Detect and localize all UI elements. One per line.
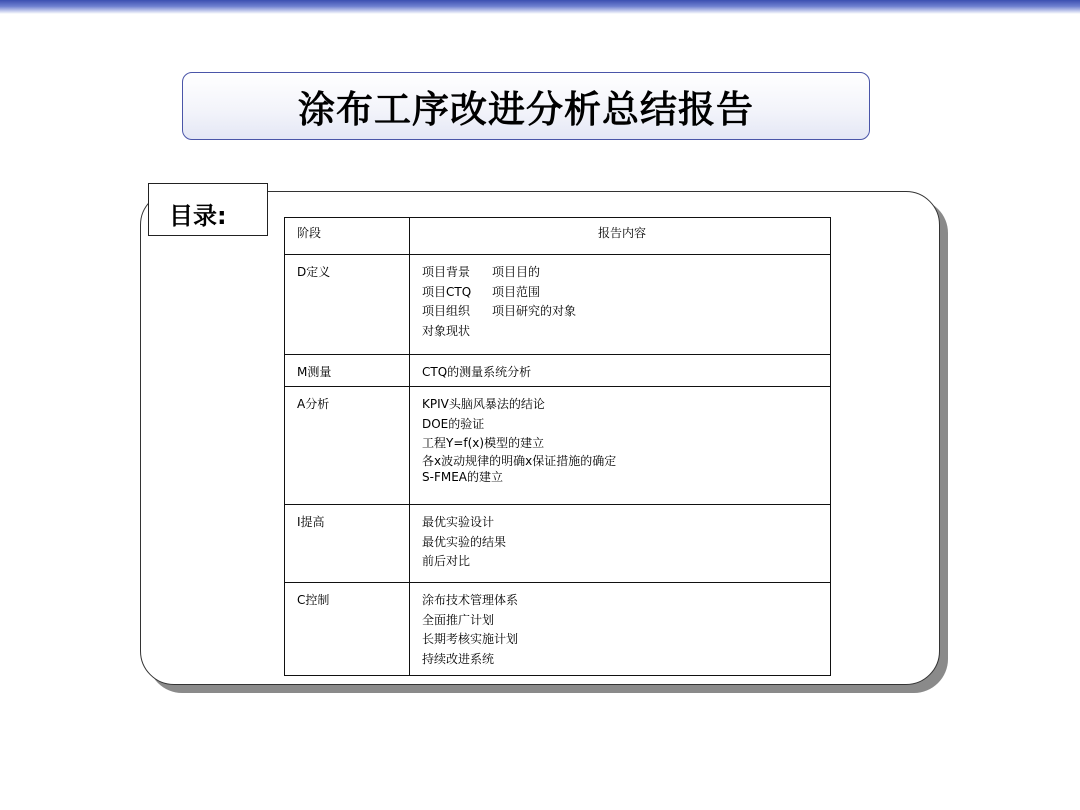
table-row <box>285 355 831 387</box>
content-item: 项目范围 <box>492 284 541 299</box>
content-line: 最优实验的结果 <box>422 534 507 549</box>
content-line: KPIV头脑风暴法的结论 <box>422 397 545 411</box>
content-item: 项目背景 <box>422 265 471 279</box>
content-line: 最优实验设计 <box>422 515 495 529</box>
table-row <box>285 387 831 505</box>
content-cell <box>410 255 831 355</box>
header-stage: 阶段 <box>285 218 410 255</box>
content-line: 前后对比 <box>422 554 471 568</box>
table-row <box>285 583 831 676</box>
content-line: 工程Y=f(x)模型的建立 <box>422 436 545 450</box>
content-line <box>422 263 822 283</box>
content-line: 各x波动规律的明确x保证措施的确定 <box>422 453 617 468</box>
content-cell <box>410 505 831 583</box>
table-row <box>285 255 831 355</box>
title-box <box>182 72 870 140</box>
content-line: 全面推广计划 <box>422 612 495 627</box>
content-cell <box>410 583 831 676</box>
content-line: 涂布技术管理体系 <box>422 593 519 607</box>
content-line <box>422 302 822 322</box>
content-line: S-FMEA的建立 <box>422 469 503 484</box>
content-item: 项目研究的对象 <box>492 304 577 318</box>
top-gradient-bar <box>0 0 1080 14</box>
stage-cell: A分析 <box>285 387 410 505</box>
content-line: 对象现状 <box>422 323 471 338</box>
content-line: 长期考核实施计划 <box>422 632 519 646</box>
content-line: DOE的验证 <box>422 416 485 431</box>
toc-label: 目录: <box>148 183 268 236</box>
header-content: 报告内容 <box>410 218 831 255</box>
stage-cell: D定义 <box>285 255 410 355</box>
content-line <box>422 283 822 303</box>
content-item: 项目CTQ <box>422 284 472 299</box>
table-row <box>285 505 831 583</box>
stage-cell: C控制 <box>285 583 410 676</box>
page-title: 涂布工序改进分析总结报告 <box>298 88 754 131</box>
content-cell <box>410 387 831 505</box>
content-item: 项目组织 <box>422 304 471 318</box>
content-line: CTQ的测量系统分析 <box>422 365 532 379</box>
content-line: 持续改进系统 <box>422 651 495 666</box>
stage-cell: I提高 <box>285 505 410 583</box>
table-header-row <box>285 218 831 255</box>
stage-cell: M测量 <box>285 355 410 387</box>
content-cell <box>410 355 831 387</box>
toc-table <box>284 217 831 676</box>
content-item: 项目目的 <box>492 265 541 279</box>
